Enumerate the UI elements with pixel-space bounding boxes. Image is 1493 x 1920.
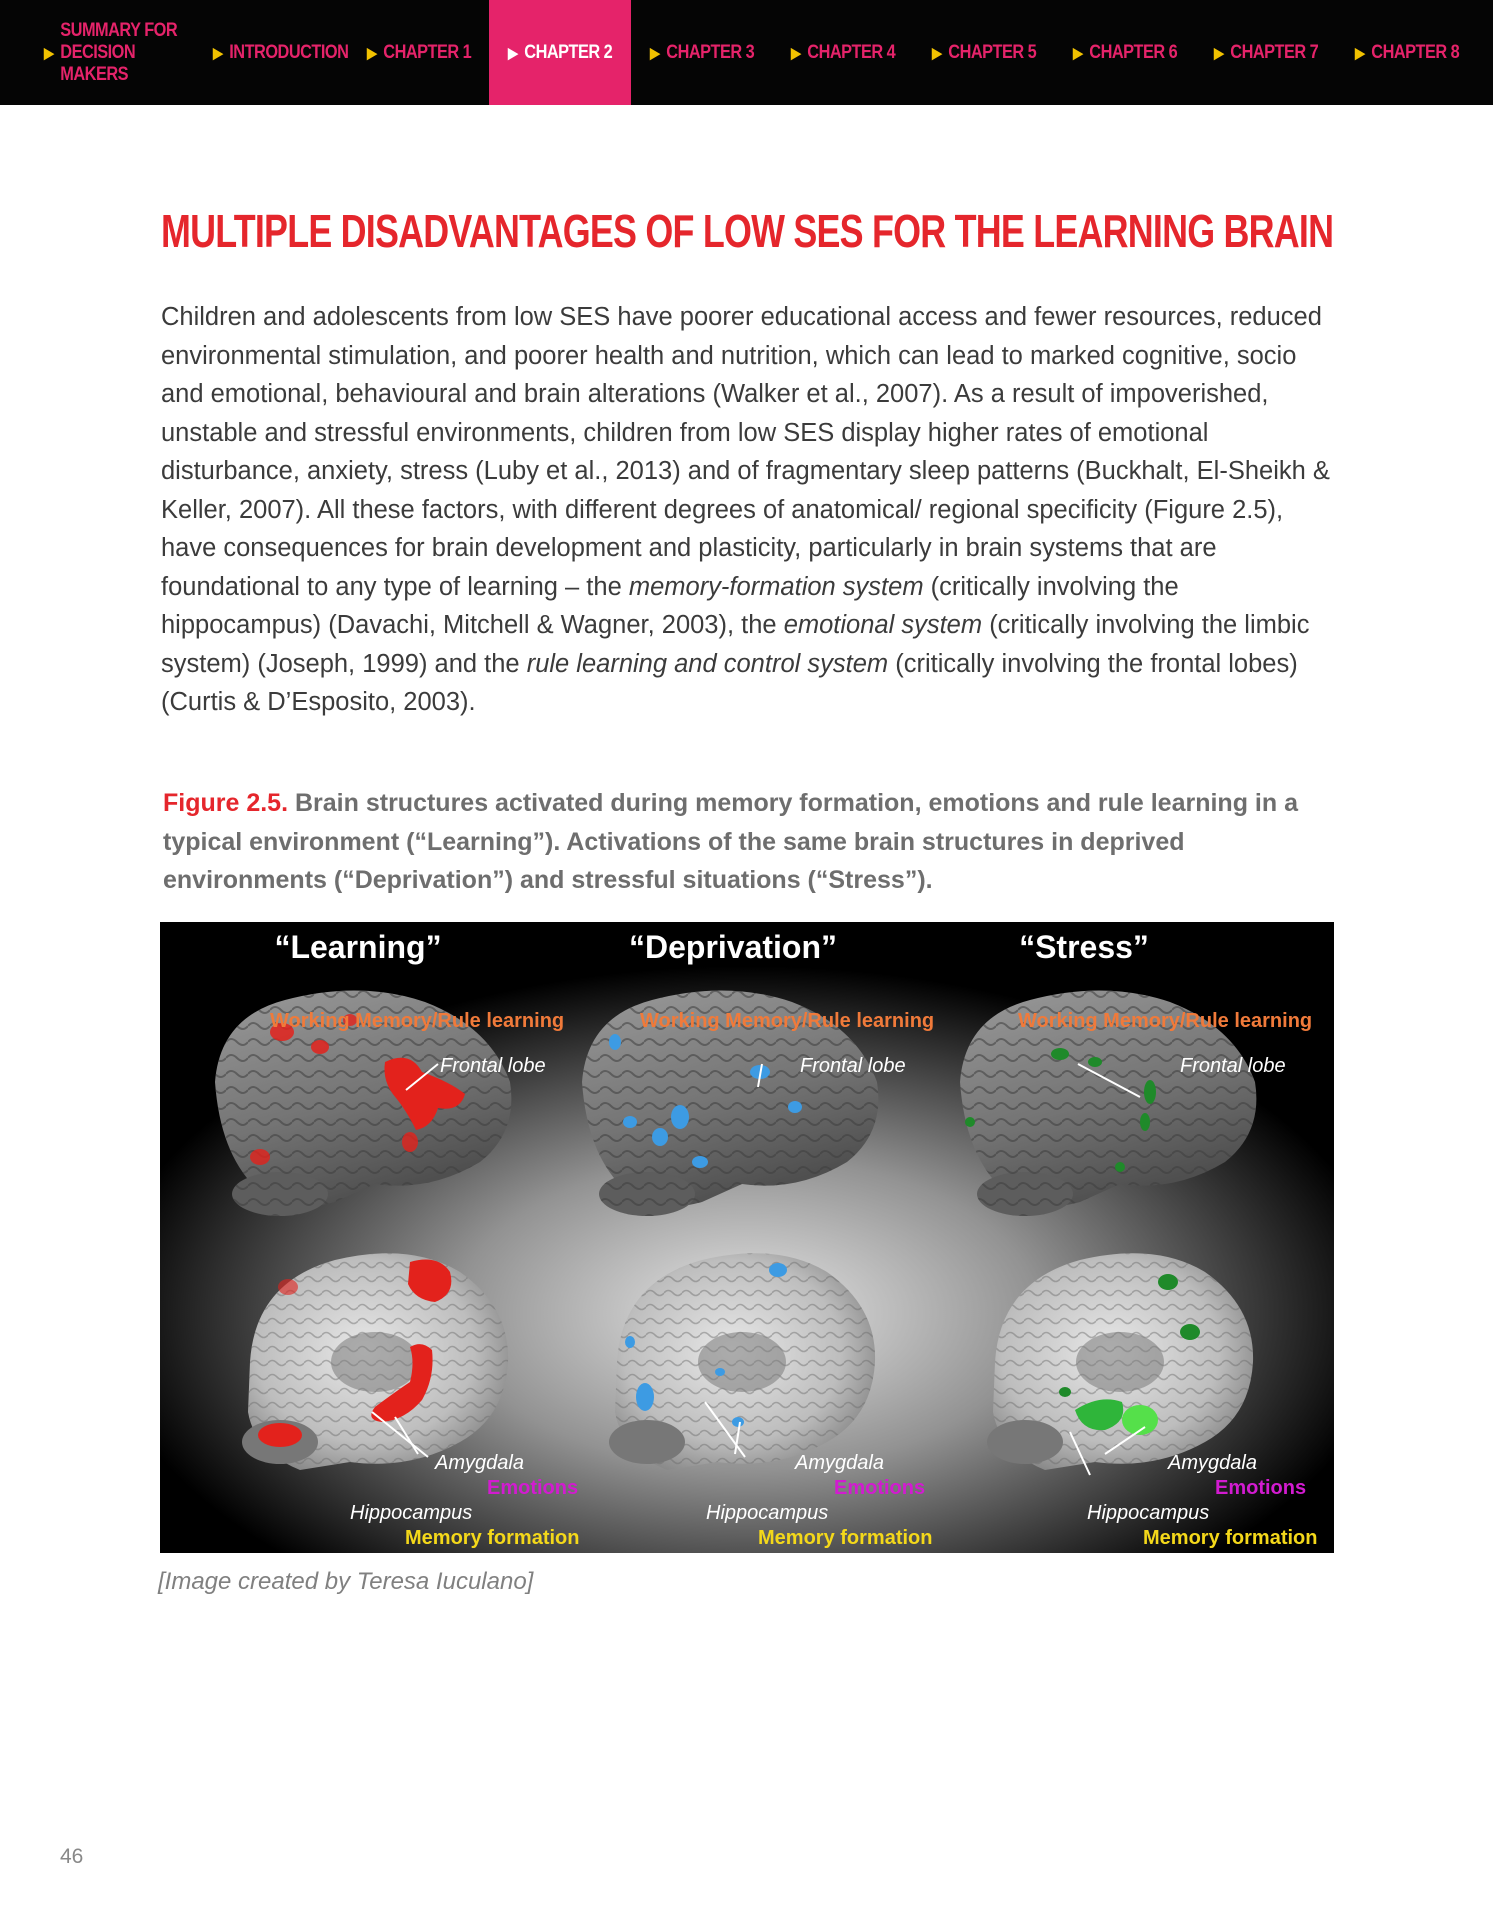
nav-item-chapter-2[interactable] [508, 0, 612, 105]
panel-title-learning: “Learning” [274, 929, 442, 965]
label-amygdala-stress: Amygdala [1168, 1452, 1257, 1474]
term-rule-learning-system: rule learning and control system [526, 649, 889, 678]
image-credit: [Image created by Teresa Iuculano] [158, 1568, 534, 1595]
nav-item-label: CHAPTER 1 [383, 41, 472, 63]
term-memory-formation-system: memory-formation system [628, 572, 924, 601]
label-hippocampus-deprivation: Hippocampus [706, 1502, 829, 1524]
nav-item-label: CHAPTER 6 [1089, 41, 1178, 63]
label-amygdala-deprivation: Amygdala [795, 1452, 884, 1474]
nav-item-label: CHAPTER 3 [666, 41, 755, 63]
body-paragraph [161, 298, 1341, 722]
label-frontal-lobe-stress: Frontal lobe [1180, 1055, 1286, 1077]
play-arrow-icon: ▶ [213, 44, 223, 62]
nav-item-chapter-3[interactable] [650, 0, 754, 105]
body-text-run: (critically involving the frontal lobes) (Curtis & D’Esposito, 2003). [161, 649, 1298, 716]
label-working-memory-deprivation: Working Memory/Rule learning [640, 1010, 935, 1032]
nav-item-chapter-6[interactable] [1073, 0, 1177, 105]
label-memory-formation-stress: Memory formation [1143, 1527, 1318, 1549]
nav-item-chapter-5[interactable] [932, 0, 1036, 105]
label-frontal-lobe-learning: Frontal lobe [440, 1055, 546, 1077]
label-emotions-learning: Emotions [487, 1477, 579, 1499]
nav-item-label: SUMMARY FOR DECISION MAKERS [60, 19, 178, 85]
figure-caption-text: Brain structures activated during memory formation, emotions and rule learning in a typical environment (“Learning”). Activations of the same brain structures in deprived environments (“Deprivation”) and stressful situations (“Stress”). [163, 789, 1298, 894]
nav-item-chapter-4[interactable] [791, 0, 895, 105]
brain-activation-figure [160, 922, 1334, 1553]
figure-label: Figure 2.5. [163, 789, 289, 817]
nav-item-summary-for-decision-makers[interactable] [44, 0, 189, 105]
panel-title-deprivation: “Deprivation” [628, 929, 838, 965]
play-arrow-icon: ▶ [932, 44, 942, 62]
label-hippocampus-stress: Hippocampus [1087, 1502, 1210, 1524]
play-arrow-icon: ▶ [1214, 44, 1224, 62]
label-hippocampus-learning: Hippocampus [350, 1502, 473, 1524]
section-heading: MULTIPLE DISADVANTAGES OF LOW SES FOR THE LEARNING BRAIN [161, 205, 1334, 257]
label-memory-formation-deprivation: Memory formation [758, 1527, 933, 1549]
nav-item-chapter-7[interactable] [1214, 0, 1318, 105]
play-arrow-icon: ▶ [791, 44, 801, 62]
label-working-memory-learning: Working Memory/Rule learning [270, 1010, 565, 1032]
panel-title-stress: “Stress” [1019, 929, 1149, 965]
label-memory-formation-learning: Memory formation [405, 1527, 580, 1549]
play-arrow-icon: ▶ [1355, 44, 1365, 62]
nav-item-introduction[interactable] [213, 0, 348, 105]
nav-item-label: INTRODUCTION [229, 41, 349, 63]
figure-caption [163, 784, 1343, 900]
play-arrow-icon: ▶ [367, 44, 377, 62]
nav-item-chapter-8[interactable] [1355, 0, 1459, 105]
nav-item-label: CHAPTER 2 [524, 41, 613, 63]
body-text-run: (critically involving the limbic system) (Joseph, 1999) and the [161, 611, 1310, 678]
term-emotional-system: emotional system [783, 611, 983, 639]
play-arrow-icon: ▶ [1073, 44, 1083, 62]
label-frontal-lobe-deprivation: Frontal lobe [800, 1055, 906, 1077]
nav-item-label: CHAPTER 4 [807, 41, 896, 63]
label-amygdala-learning: Amygdala [435, 1452, 524, 1474]
chapter-nav-bar [0, 0, 1493, 105]
label-emotions-stress: Emotions [1215, 1477, 1307, 1499]
page-number: 46 [60, 1845, 84, 1868]
nav-item-label: CHAPTER 5 [948, 41, 1037, 63]
nav-item-chapter-1[interactable] [367, 0, 471, 105]
body-text-run: Children and adolescents from low SES have poorer educational access and fewer resources, reduced environmental stimulation, and poorer health and nutrition, which can lead to marked cognitive, socio and emotional, behavioural and brain alterations (Walker et al., 2007). As a result of impoverished, unstable and stressful environments, children from low SES display higher rates of emotional disturbance, anxiety, stress (Luby et al., 2013) and of fragmentary sleep patterns (Buckhalt, El-Sheikh & Keller, 2007). All these factors, with different degrees of anatomical/ regional specificity (Figure 2.5), have consequences for brain development and plasticity, particularly in brain systems that are foundational to any type of learning – the [161, 303, 1330, 601]
play-arrow-icon: ▶ [650, 44, 660, 62]
label-working-memory-stress: Working Memory/Rule learning [1018, 1010, 1313, 1032]
body-text-run: (critically involving the hippocampus) (Davachi, Mitchell & Wagner, 2003), the [161, 572, 1179, 639]
nav-item-label: CHAPTER 7 [1230, 41, 1319, 63]
label-emotions-deprivation: Emotions [834, 1477, 926, 1499]
play-arrow-icon: ▶ [508, 44, 518, 62]
play-arrow-icon: ▶ [44, 44, 54, 62]
nav-item-label: CHAPTER 8 [1371, 41, 1460, 63]
